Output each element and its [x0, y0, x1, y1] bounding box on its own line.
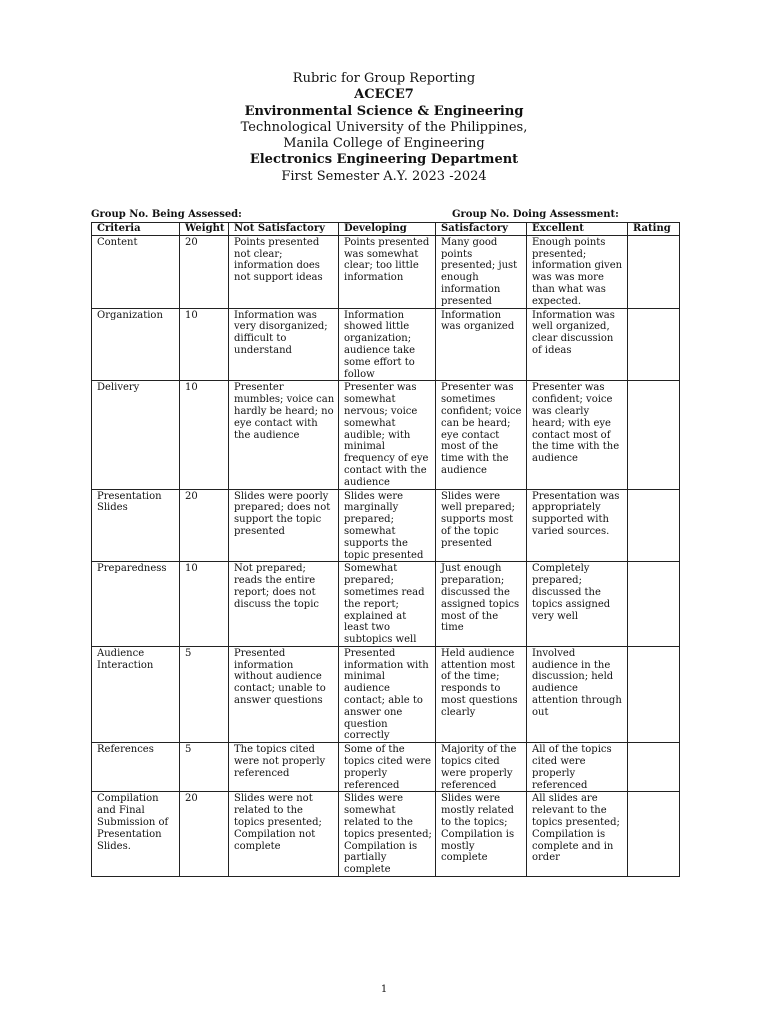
satisfactory-cell: Just enough preparation; discussed the assigned topics most of the time	[436, 562, 527, 647]
rating-cell[interactable]	[628, 743, 680, 792]
criteria-cell: Audience Interaction	[92, 646, 180, 742]
criteria-cell: Delivery	[92, 381, 180, 489]
rating-cell[interactable]	[628, 646, 680, 742]
satisfactory-cell: Slides were mostly related to the topics; Compilation is mostly complete	[436, 792, 527, 877]
rating-cell[interactable]	[628, 489, 680, 562]
satisfactory-cell: Slides were well prepared; supports most of the topic presented	[436, 489, 527, 562]
excellent-cell: Presenter was confident; voice was clearly heard; with eye contact most of the time with the audience	[527, 381, 628, 489]
satisfactory-cell: Held audience attention most of the time; responds to most questions clearly	[436, 646, 527, 742]
criteria-cell: Preparedness	[92, 562, 180, 647]
university-name: Technological University of the Philippines,	[240, 119, 528, 135]
not-satisfactory-cell: Points presented not clear; information does not support ideas	[229, 235, 339, 308]
weight-cell: 20	[180, 489, 229, 562]
developing-cell: Slides were somewhat related to the topics presented; Compilation is partially complete	[339, 792, 436, 877]
table-row	[92, 381, 680, 489]
department-name: Electronics Engineering Department	[249, 152, 519, 168]
developing-cell: Presented information with minimal audience contact; able to answer one question correctly	[339, 646, 436, 742]
not-satisfactory-cell: Not prepared; reads the entire report; does not discuss the topic	[229, 562, 339, 647]
table-row	[92, 562, 680, 647]
developing-cell: Presenter was somewhat nervous; voice somewhat audible; with minimal frequency of eye contact with the audience	[339, 381, 436, 489]
table-header-row	[92, 223, 680, 236]
rating-cell[interactable]	[628, 792, 680, 877]
page-number: 1	[380, 984, 388, 995]
criteria-cell: Organization	[92, 308, 180, 381]
weight-cell: 20	[180, 792, 229, 877]
not-satisfactory-cell: Slides were not related to the topics presented; Compilation not complete	[229, 792, 339, 877]
satisfactory-cell: Majority of the topics cited were properly referenced	[436, 743, 527, 792]
weight-cell: 20	[180, 235, 229, 308]
weight-cell: 10	[180, 381, 229, 489]
group-doing-assessment-label: Group No. Doing Assessment:	[452, 209, 619, 220]
header-criteria: Criteria	[92, 223, 180, 236]
not-satisfactory-cell: Slides were poorly prepared; does not support the topic presented	[229, 489, 339, 562]
criteria-cell: Compilation and Final Submission of Presentation Slides.	[92, 792, 180, 877]
satisfactory-cell: Presenter was sometimes confident; voice can be heard; eye contact most of the time with the audience	[436, 381, 527, 489]
excellent-cell: All of the topics cited were properly referenced	[527, 743, 628, 792]
rubric-table	[91, 222, 680, 877]
criteria-cell: Presentation Slides	[92, 489, 180, 562]
excellent-cell: Information was well organized, clear discussion of ideas	[527, 308, 628, 381]
satisfactory-cell: Many good points presented; just enough information presented	[436, 235, 527, 308]
developing-cell: Some of the topics cited were properly referenced	[339, 743, 436, 792]
developing-cell: Slides were marginally prepared; somewhat supports the topic presented	[339, 489, 436, 562]
satisfactory-cell: Information was organized	[436, 308, 527, 381]
course-name: Environmental Science & Engineering	[244, 103, 524, 119]
criteria-cell: References	[92, 743, 180, 792]
weight-cell: 10	[180, 562, 229, 647]
developing-cell: Somewhat prepared; sometimes read the report; explained at least two subtopics well	[339, 562, 436, 647]
header-satisfactory: Satisfactory	[436, 223, 527, 236]
table-row	[92, 489, 680, 562]
table-row	[92, 308, 680, 381]
course-code: ACECE7	[354, 87, 414, 103]
table-row	[92, 646, 680, 742]
college-name: Manila College of Engineering	[283, 136, 485, 152]
excellent-cell: All slides are relevant to the topics presented; Compilation is complete and in order	[527, 792, 628, 877]
excellent-cell: Completely prepared; discussed the topics assigned very well	[527, 562, 628, 647]
excellent-cell: Presentation was appropriately supported with varied sources.	[527, 489, 628, 562]
developing-cell: Points presented was somewhat clear; too little information	[339, 235, 436, 308]
rating-cell[interactable]	[628, 381, 680, 489]
table-row	[92, 792, 680, 877]
rating-cell[interactable]	[628, 235, 680, 308]
header-not-satisfactory: Not Satisfactory	[229, 223, 339, 236]
weight-cell: 5	[180, 646, 229, 742]
rating-cell[interactable]	[628, 308, 680, 381]
group-being-assessed-label: Group No. Being Assessed:	[91, 209, 242, 220]
header-excellent: Excellent	[527, 223, 628, 236]
criteria-cell: Content	[92, 235, 180, 308]
excellent-cell: Involved audience in the discussion; held audience attention through out	[527, 646, 628, 742]
header-rating: Rating	[628, 223, 680, 236]
not-satisfactory-cell: Information was very disorganized; difficult to understand	[229, 308, 339, 381]
header-developing: Developing	[339, 223, 436, 236]
table-row	[92, 235, 680, 308]
excellent-cell: Enough points presented; information given was was more than what was expected.	[527, 235, 628, 308]
not-satisfactory-cell: Presented information without audience contact; unable to answer questions	[229, 646, 339, 742]
document-header	[0, 71, 768, 185]
rubric-title: Rubric for Group Reporting	[292, 71, 476, 86]
rating-cell[interactable]	[628, 562, 680, 647]
weight-cell: 5	[180, 743, 229, 792]
semester-line: First Semester A.Y. 2023 -2024	[281, 168, 487, 184]
header-weight: Weight	[180, 223, 229, 236]
weight-cell: 10	[180, 308, 229, 381]
not-satisfactory-cell: Presenter mumbles; voice can hardly be heard; no eye contact with the audience	[229, 381, 339, 489]
developing-cell: Information showed little organization; audience take some effort to follow	[339, 308, 436, 381]
table-row	[92, 743, 680, 792]
not-satisfactory-cell: The topics cited were not properly referenced	[229, 743, 339, 792]
